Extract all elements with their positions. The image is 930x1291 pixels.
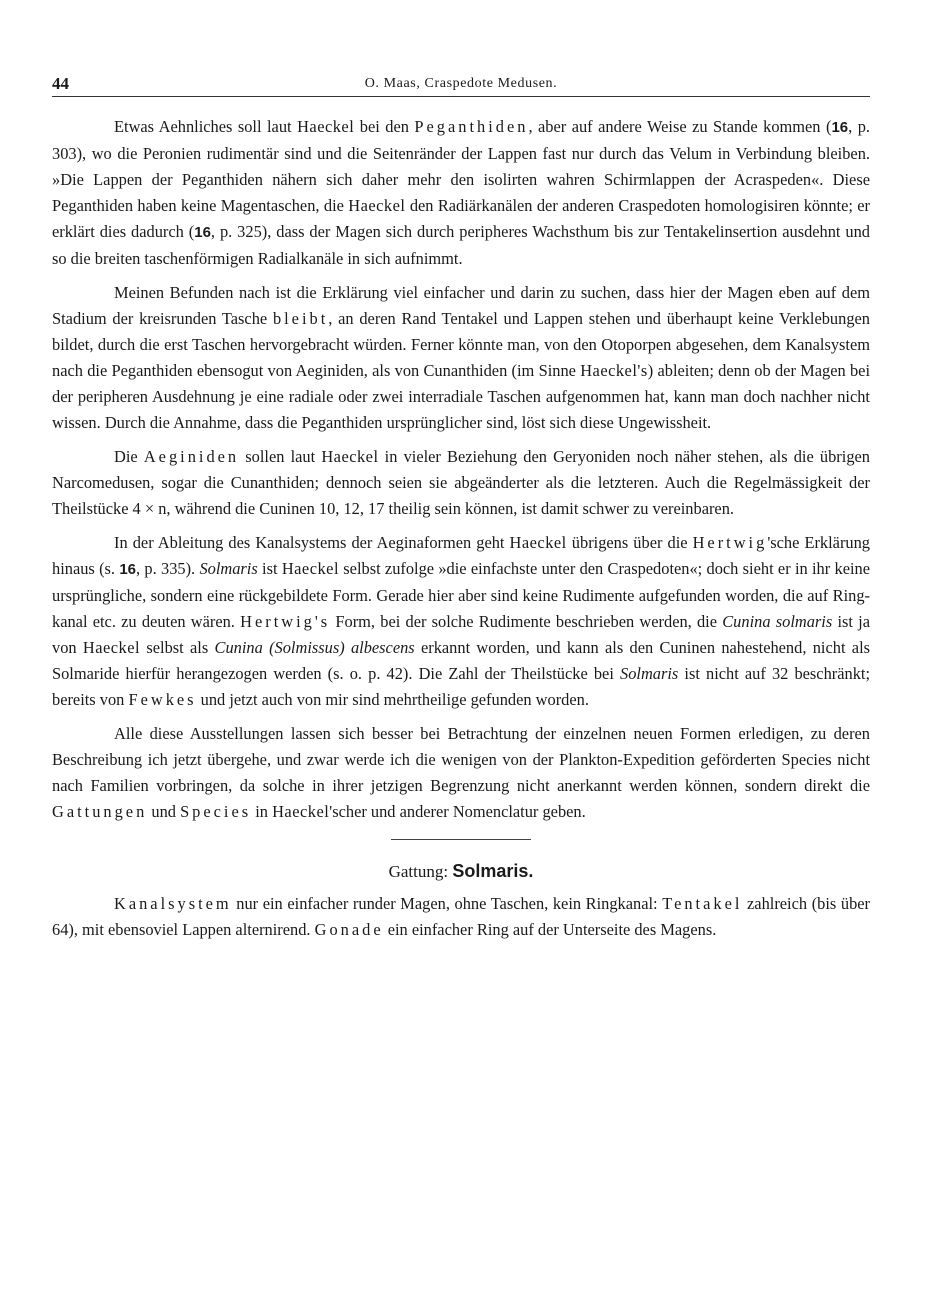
section-divider: [391, 839, 531, 840]
paragraph-2: Meinen Befunden nach ist die Erklärung viel einfacher und darin zu suchen, dass hier der Magen eben auf dem Stadium der kreisrunden Tasche bleibt, an deren Rand Tentakel und Lappen stehen und überhaupt keine Verklebungen bildet, durch die erst Taschen hervorgebracht würden. Ferner könnte man, von den Otoporpen abgesehen, dem Kanalsystem nach die Peganthiden ebensogut von Aeginiden, als von Cunanthiden (im Sinne Haeckel's) ableiten; denn ob der Magen bei der peripheren Ausdehnung je eine radiale oder zwei interradiale Taschen aufgenommen hat, kann man doch nachher nicht wissen. Durch die Annahme, dass die Peganthiden ursprünglicher sind, löst sich diese Ungewissheit.: [52, 283, 870, 432]
section-label: Gattung:: [388, 862, 453, 881]
running-head: O. Maas, Craspedote Medusen.: [364, 76, 558, 91]
genus-name: Solmaris.: [452, 861, 534, 881]
page-body: [52, 114, 870, 951]
page-number: 44: [52, 74, 69, 93]
paragraph-5: Alle diese Ausstellungen lassen sich besser bei Betrachtung der einzelnen neuen Formen erledigen, zu deren Beschreibung ich jetzt übergehe, und zwar werde ich die wenigen von der Plankton-Expedition geförderten Species nicht nach Familien vorbringen, da solche in ihrer jetzigen Begrenzung nicht anerkannt werden können, sondern direkt die Gattungen und Species in Haeckel'scher und anderer Nomenclatur geben.: [52, 724, 870, 821]
page-header: [52, 72, 870, 97]
paragraph-1: Etwas Aehnliches soll laut Haeckel bei den Peganthiden, aber auf andere Weise zu Stande kommen (16, p. 303), wo die Peronien rudimentär sind und die Seitenränder der Lappen fast nur durch das Velum in Verbindung bleiben. »Die Lappen der Peganthiden nähern sich daher mehr den isolirten wahren Schirmlappen der Acraspeden«. Diese Peganthiden haben keine Magentaschen, die Haeckel den Radiärkanälen der anderen Craspedoten homologisiren könnte; er erklärt dies dadurch (16, p. 325), dass der Magen sich durch peripheres Wachsthum bis zur Tentakelinsertion ausdehnt und so die breiten taschenförmigen Radialkanäle in sich aufnimmt.: [52, 117, 871, 268]
paragraph-3: Die Aeginiden sollen laut Haeckel in vieler Beziehung den Geryoniden noch näher stehen, als die übrigen Narcomedusen, sogar die Cunanthiden; dennoch seien sie abgeänderter als die letzteren. Auch die Regelmässigkeit der Theilstücke 4 × n, während die Cuninen 10, 12, 17 theilig sein können, ist damit schwer zu vereinbaren.: [52, 447, 870, 518]
paragraph-4: In der Ableitung des Kanalsystems der Aeginaformen geht Haeckel übrigens über die Hertwig'sche Erklärung hinaus (s. 16, p. 335). Solmaris ist Haeckel selbst zufolge »die einfachste unter den Craspedoten«; doch sieht er in ihr keine ursprüngliche, sondern eine rückgebildete Form. Gerade hier aber sind keine Rudimente aufgefunden worden, die auf Ringkanal etc. zu deuten wären. Hertwig's Form, bei der solche Rudimente beschrieben werden, die Cunina solmaris ist ja von Haeckel selbst als Cunina (Solmissus) albescens erkannt worden, und kann als den Cuninen nahestehend, nicht als Solmaride hierfür herangezogen werden (s. o. p. 42). Die Zahl der Theilstücke bei Solmaris ist nicht auf 32 beschränkt; bereits von Fewkes und jetzt auch von mir sind mehrtheilige gefunden worden.: [52, 533, 871, 709]
section-heading: [52, 858, 870, 885]
genus-description: Kanalsystem nur ein einfacher runder Magen, ohne Taschen, kein Ringkanal: Tentakel zahlreich (bis über 64), mit ebensoviel Lappen alternirend. Gonade ein einfacher Ring auf der Unterseite des Magens.: [52, 894, 871, 939]
